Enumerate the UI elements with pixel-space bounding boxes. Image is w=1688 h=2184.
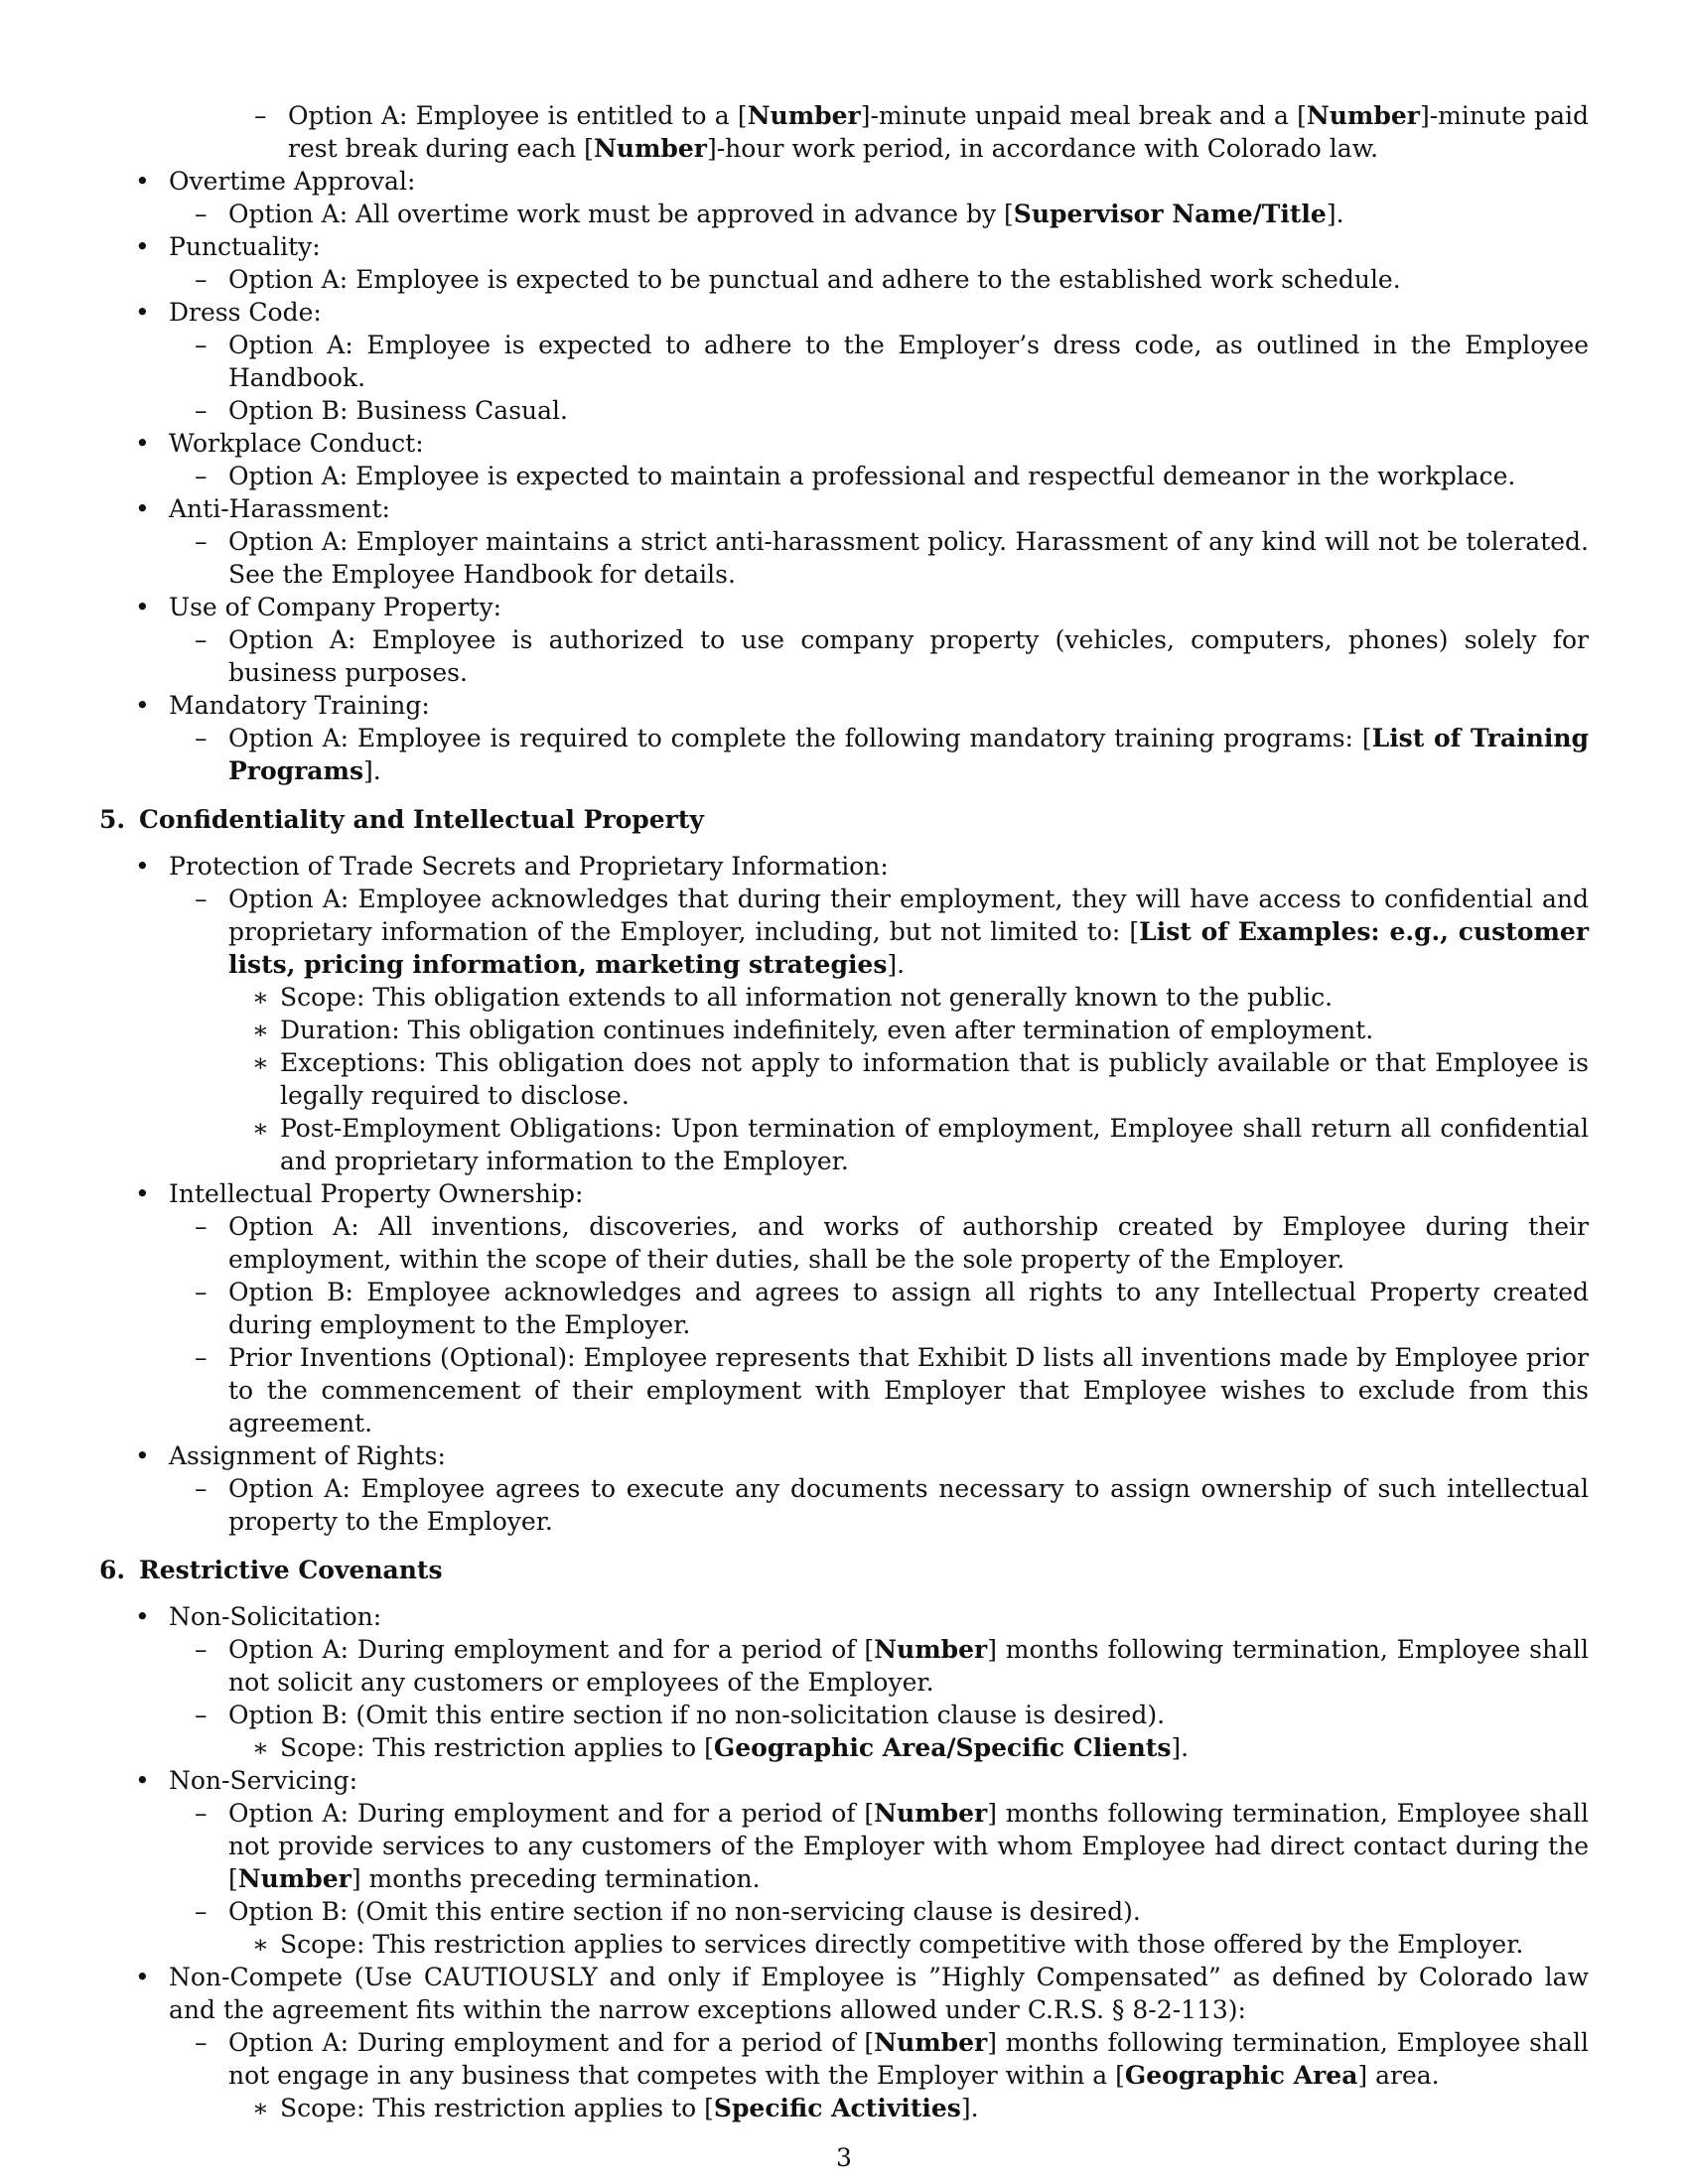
overtime-option-a: – Option A: All overtime work must be approved in advance by [Supervisor Name/Title].	[169, 198, 1589, 230]
trade-secrets-option-a: – Option A: Employee acknowledges that during their employment, they will have access to confidential and proprietary information of the Employer, including, but not limited to: [List of Examples: e.g., customer lists, pricing information, marketing strategies]. ∗ Scope: This obligation extends to all information not generally known to the public. ∗ Duration: This obligation continues indefinitely, even after termination of employment. ∗ Exceptions: This obligation does not apply to information that is publicly available or that Employee is legally required to disclose. ∗ Post-Employment Obligations: Upon termination of employment, Employee shall return all confidential and proprietary information to the Employer.	[169, 883, 1589, 1177]
meal-break-options	[228, 99, 1589, 165]
dress-code-option-b: – Option B: Business Casual.	[169, 394, 1589, 427]
punctuality-item: • Punctuality: – Option A: Employee is expected to be punctual and adhere to the established work schedule.	[99, 230, 1589, 296]
non-solicitation-item: • Non-Solicitation: – Option A: During employment and for a period of [Number] months following termination, Employee shall not solicit any customers or employees of the Employer. – Option B: (Omit this entire section if no non-solicitation clause is desired). ∗ Scope: This restriction applies to [Geographic Area/Specific Clients].	[99, 1600, 1589, 1764]
dress-code-item: • Dress Code: – Option A: Employee is expected to adhere to the Employer’s dress code, as outlined in the Employee Handbook. – Option B: Business Casual.	[99, 296, 1589, 427]
non-servicing-option-b: – Option B: (Omit this entire section if no non-servicing clause is desired). ∗ Scope: This restriction applies to services directly competitive with those offered by the Employer.	[169, 1895, 1589, 1961]
section-5-list	[99, 850, 1589, 1538]
ip-ownership-item: • Intellectual Property Ownership: – Option A: All inventions, discoveries, and works of authorship created by Employee during their employment, within the scope of their duties, shall be the sole property of the Employer. – Option B: Employee acknowledges and agrees to assign all rights to any Intellectual Property created during employment to the Employer. – Prior Inventions (Optional): Employee represents that Exhibit D lists all inventions made by Employee prior to the commencement of their employment with Employer that Employee wishes to exclude from this agreement.	[99, 1177, 1589, 1439]
punctuality-option-a: – Option A: Employee is expected to be punctual and adhere to the established work schedule.	[169, 263, 1589, 296]
trade-secrets-item: • Protection of Trade Secrets and Proprietary Information: – Option A: Employee acknowledges that during their employment, they will have access to confidential and proprietary information of the Employer, including, but not limited to: [List of Examples: e.g., customer lists, pricing information, marketing strategies]. ∗ Scope: This obligation extends to all information not generally known to the public. ∗ Duration: This obligation continues indefinitely, even after termination of employment. ∗ Exceptions: This obligation does not apply to information that is publicly available or that Employee is legally required to disclose. ∗ Post-Employment Obligations: Upon termination of employment, Employee shall return all confidential and proprietary information to the Employer.	[99, 850, 1589, 1177]
section-5-heading: 5. Confidentiality and Intellectual Property	[99, 805, 704, 834]
trade-secrets-duration: ∗ Duration: This obligation continues indefinitely, even after termination of employment.	[228, 1014, 1589, 1046]
assignment-option-a: – Option A: Employee agrees to execute any documents necessary to assign ownership of such intellectual property to the Employer.	[169, 1472, 1589, 1538]
page-number: 3	[836, 2143, 852, 2172]
ip-ownership-option-a: – Option A: All inventions, discoveries, and works of authorship created by Employee during their employment, within the scope of their duties, shall be the sole property of the Employer.	[169, 1210, 1589, 1276]
section-6-heading: 6. Restrictive Covenants	[99, 1556, 443, 1584]
non-compete-scope: ∗ Scope: This restriction applies to [Specific Activities].	[228, 2092, 1589, 2124]
mandatory-training-item: • Mandatory Training: – Option A: Employee is required to complete the following mandatory training programs: [List of Training Programs].	[99, 689, 1589, 787]
non-servicing-item: • Non-Servicing: – Option A: During employment and for a period of [Number] months following termination, Employee shall not provide services to any customers of the Employer with whom Employee had direct contact during the [Number] months preceding termination. – Option B: (Omit this entire section if no non-servicing clause is desired). ∗ Scope: This restriction applies to services directly competitive with those offered by the Employer.	[99, 1764, 1589, 1961]
anti-harassment-option-a: – Option A: Employer maintains a strict anti-harassment policy. Harassment of any kind will not be tolerated. See the Employee Handbook for details.	[169, 525, 1589, 591]
work-policies-list	[99, 165, 1589, 787]
non-solicitation-option-b: – Option B: (Omit this entire section if no non-solicitation clause is desired). ∗ Scope: This restriction applies to [Geographic Area/Specific Clients].	[169, 1699, 1589, 1764]
document-page	[99, 99, 1589, 2124]
assignment-of-rights-item: • Assignment of Rights: – Option A: Employee agrees to execute any documents necessary to assign ownership of such intellectual property to the Employer.	[99, 1439, 1589, 1538]
non-servicing-option-a: – Option A: During employment and for a period of [Number] months following termination, Employee shall not provide services to any customers of the Employer with whom Employee had direct contact during the [Number] months preceding termination.	[169, 1797, 1589, 1895]
non-solicitation-scope: ∗ Scope: This restriction applies to [Geographic Area/Specific Clients].	[228, 1731, 1589, 1764]
workplace-conduct-option-a: – Option A: Employee is expected to maintain a professional and respectful demeanor in the workplace.	[169, 460, 1589, 492]
prior-inventions: – Prior Inventions (Optional): Employee represents that Exhibit D lists all inventions made by Employee prior to the commencement of their employment with Employer that Employee wishes to exclude from this agreement.	[169, 1341, 1589, 1439]
company-property-option-a: – Option A: Employee is authorized to use company property (vehicles, computers, phones) solely for business purposes.	[169, 623, 1589, 689]
training-option-a: – Option A: Employee is required to complete the following mandatory training programs: [List of Training Programs].	[169, 722, 1589, 787]
ip-ownership-option-b: – Option B: Employee acknowledges and agrees to assign all rights to any Intellectual Property created during employment to the Employer.	[169, 1276, 1589, 1341]
non-compete-item: • Non-Compete (Use CAUTIOUSLY and only if Employee is ”Highly Compensated” as defined by Colorado law and the agreement fits within the narrow exceptions allowed under C.R.S. § 8-2-113): – Option A: During employment and for a period of [Number] months following termination, Employee shall not engage in any business that competes with the Employer within a [Geographic Area] area. ∗ Scope: This restriction applies to [Specific Activities].	[99, 1961, 1589, 2124]
trade-secrets-post-employment: ∗ Post-Employment Obligations: Upon termination of employment, Employee shall return all confidential and proprietary information to the Employer.	[228, 1112, 1589, 1177]
dress-code-option-a: – Option A: Employee is expected to adhere to the Employer’s dress code, as outlined in the Employee Handbook.	[169, 329, 1589, 394]
non-solicitation-option-a: – Option A: During employment and for a period of [Number] months following termination, Employee shall not solicit any customers or employees of the Employer.	[169, 1633, 1589, 1699]
anti-harassment-item: • Anti-Harassment: – Option A: Employer maintains a strict anti-harassment policy. Harassment of any kind will not be tolerated. See the Employee Handbook for details.	[99, 492, 1589, 591]
company-property-item: • Use of Company Property: – Option A: Employee is authorized to use company property (vehicles, computers, phones) solely for business purposes.	[99, 591, 1589, 689]
overtime-approval-item: • Overtime Approval: – Option A: All overtime work must be approved in advance by [Supervisor Name/Title].	[99, 165, 1589, 230]
workplace-conduct-item: • Workplace Conduct: – Option A: Employee is expected to maintain a professional and respectful demeanor in the workplace.	[99, 427, 1589, 492]
non-servicing-scope: ∗ Scope: This restriction applies to services directly competitive with those offered by the Employer.	[228, 1928, 1589, 1961]
trade-secrets-exceptions: ∗ Exceptions: This obligation does not apply to information that is publicly available or that Employee is legally required to disclose.	[228, 1046, 1589, 1112]
trade-secrets-scope: ∗ Scope: This obligation extends to all information not generally known to the public.	[228, 981, 1589, 1014]
meal-break-option-a: – Option A: Employee is entitled to a [Number]-minute unpaid meal break and a [Number]-minute paid rest break during each [Number]-hour work period, in accordance with Colorado law.	[228, 99, 1589, 165]
section-6-list	[99, 1600, 1589, 2124]
non-compete-option-a: – Option A: During employment and for a period of [Number] months following termination, Employee shall not engage in any business that competes with the Employer within a [Geographic Area] area. ∗ Scope: This restriction applies to [Specific Activities].	[169, 2026, 1589, 2124]
